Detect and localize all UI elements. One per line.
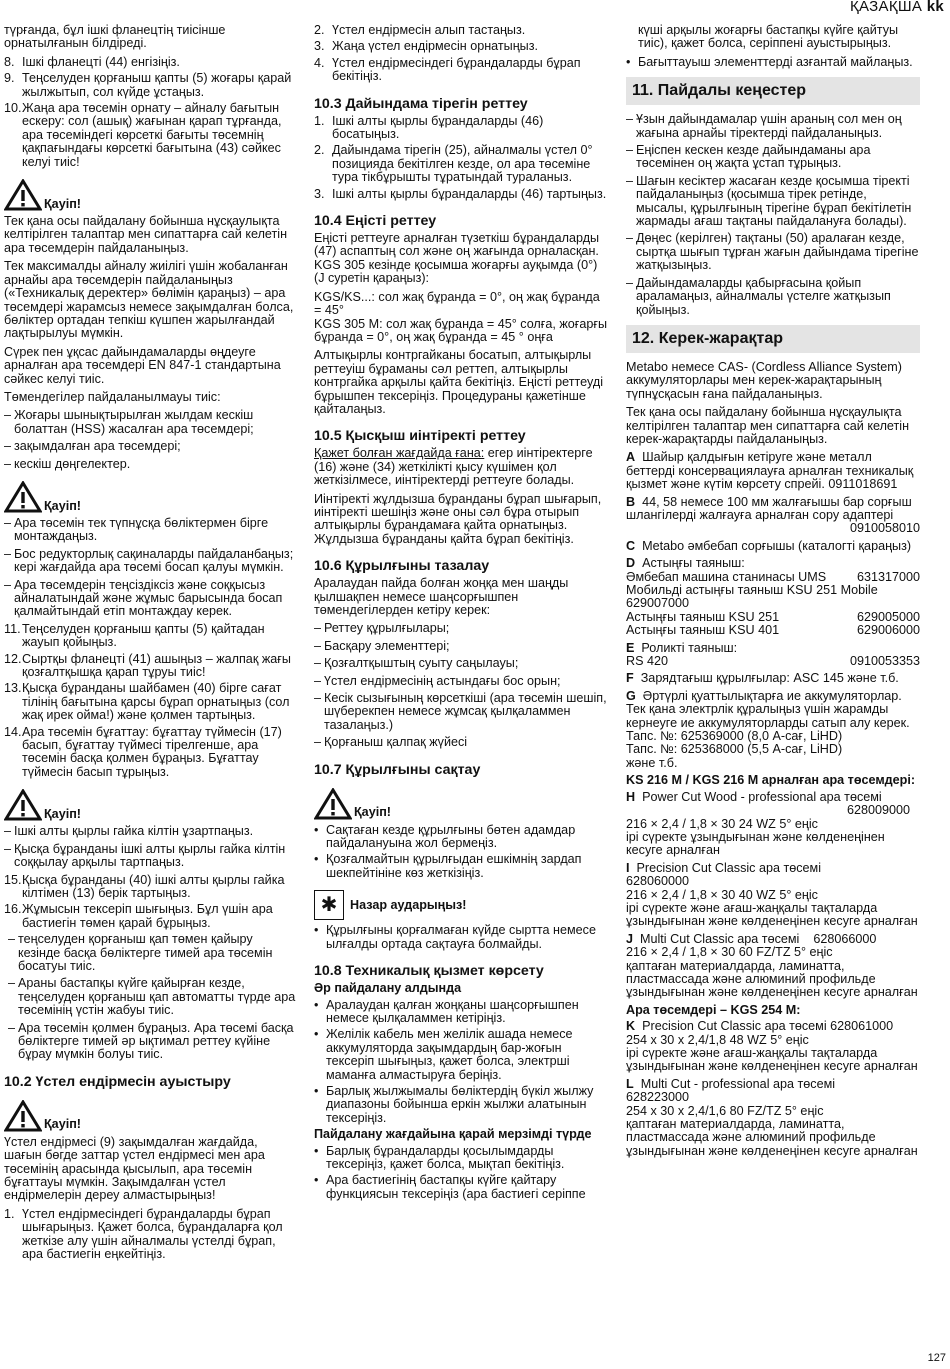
- item-number: 13.: [4, 681, 22, 696]
- accessory-line: қаптаған материалдарда, ламинатта, пластмассада және алюминий профильде ұзындығынан және көлденеңінен кесуге арналған: [626, 958, 918, 1000]
- accessory-key: I: [626, 860, 630, 875]
- item-number: 15.: [4, 872, 22, 887]
- accessory-line: Тапс. №: 625368000 (5,5 A-сағ, LiHD): [626, 742, 843, 757]
- item-text: Ішкі фланецті (44) енгізіңіз.: [22, 54, 180, 69]
- accessory-row: [626, 655, 920, 668]
- item-text: Ара төсемін тек түпнұсқа бөліктермен бірге монтаждаңыз.: [14, 515, 269, 544]
- bullet-icon: •: [314, 997, 319, 1012]
- accessory-text: Multi Cut Classic ара төсемі: [640, 931, 800, 946]
- accessory-l: [626, 1078, 920, 1158]
- list-item: [4, 1208, 296, 1262]
- list-item: [4, 682, 296, 722]
- dash-marker: –: [626, 275, 634, 290]
- accessory-key: L: [626, 1076, 634, 1091]
- list-item: [314, 57, 608, 84]
- item-text: Ішкі алты қырлы бұрандаларды (46) тартыңыз.: [332, 186, 607, 201]
- subheading: Пайдалану жағдайына қарай мерзімді түрде: [314, 1127, 592, 1142]
- accessory-e: [626, 642, 920, 669]
- accessory-row: [626, 597, 920, 610]
- bullet-list: [314, 824, 608, 881]
- row-label: RS 420: [626, 654, 669, 669]
- item-text: Дөңес (керілген) тақтаны (50) аралаған кезде, сыртқа шығып тұрған жағын дайындама тірегіне жатқызыңыз.: [636, 231, 919, 273]
- item-number: 2.: [314, 143, 325, 158]
- accessory-line: 628223000: [626, 1090, 690, 1105]
- dash-marker: –: [4, 577, 12, 592]
- item-text: Сақтаған кезде құрылғыны бөтен адамдар пайдалануына жол бермеңіз.: [326, 822, 576, 851]
- warning-block: [4, 179, 296, 211]
- warning-icon: [4, 481, 42, 513]
- accessory-line: 216 × 2,4 / 1,8 × 30 40 WZ 5° еңіс: [626, 887, 818, 902]
- item-text: Ұзын дайындамалар үшін араның сол мен оң жағына арнайы тіректерді пайдаланыңыз.: [636, 112, 902, 140]
- page-header: [850, 0, 944, 13]
- accessory-line: Тапс. №: 625369000 (8,0 A-сағ, LiHD): [626, 729, 843, 744]
- row-label: 629007000: [626, 596, 690, 611]
- list-item: [4, 72, 296, 99]
- dash-marker: –: [4, 408, 12, 423]
- list-item: [4, 56, 296, 69]
- section-heading: 10.7 Құрылғыны сақтау: [314, 761, 481, 778]
- steps-list: [4, 56, 296, 169]
- item-text: Қысқа бұранданы шайбамен (40) бірге сағат тілінің бағытына қарсы бұрап орнатыңыз (сол жақ ирек ойма!) және қолмен тартыңыз.: [22, 681, 290, 723]
- paragraph: Тек максималды айналу жиілігі үшін жобаланған арнайы ара төсемдерін пайдаланыңыз («Техникалық деректер» бөлімін қараңыз) – ара төсемдері жарамсыз немесе зақымдалған болса, бөліктер ортадан тепкіш күшпен жарылғандай лақтырылуы мүмкін.: [4, 259, 294, 341]
- warning-block: [314, 788, 608, 820]
- note-block: [314, 890, 608, 920]
- item-number: 2.: [314, 23, 325, 37]
- accessory-text: Multi Cut - professional ара төсемі: [640, 1076, 836, 1091]
- item-text: Ішкі алты қырлы бұрандаларды (46) босатыңыз.: [332, 113, 544, 142]
- item-text: Реттеу құрылғылары;: [324, 621, 450, 636]
- dash-marker: –: [314, 735, 322, 750]
- list-item: [8, 977, 296, 1017]
- item-text: Жоғары шынықтырылған жылдам кескіш болаттан (HSS) жасалған ара төсемдері;: [14, 408, 254, 436]
- item-text: Ара төсемін бұғаттау: бұғаттау түймесін (17) басып, бұғаттау түймесі тірелгенше, ара төсемін басқа қолмен бұраңыз. Бұғаттау түймесін басып тұрыңыз.: [22, 724, 282, 779]
- item-text: Үстел ендірмесіндегі бұрандаларды бұрап бекітіңіз.: [332, 55, 581, 84]
- accessory-key: A: [626, 450, 636, 465]
- accessory-text: Роликті таяныш:: [641, 640, 738, 655]
- accessory-line: ірі сүректе және ағаш-жаңқалы тақталарда ұзындығынан және көлденеңінен кесуге арналған: [626, 1046, 918, 1074]
- accessory-text: Metabo әмбебап сорғышы (каталогті қараңыз): [642, 538, 912, 553]
- warning-block: [4, 789, 296, 821]
- dash-marker: –: [4, 439, 12, 454]
- column-1: [4, 24, 296, 1264]
- accessory-line: және т.б.: [626, 755, 678, 770]
- accessory-text: Precision Cut Classic ара төсемі 628061000: [642, 1019, 894, 1034]
- item-text: Жұмысын тексеріп шығыңыз. Бұл үшін ара бастиегін төмен қарай бұрыңыз.: [22, 902, 273, 930]
- paragraph: Үстел ендірмесі (9) зақымдалған жағдайда, шағын бөгде заттар үстел ендірмесі мен ара төсемінің арасында қысылып, ара төсемін бұғаттауы мүмкін. Зақымдалған үстел ендірмелерін дереу алмастырыңыз!: [4, 1134, 265, 1203]
- list-item: [4, 440, 296, 453]
- dash-list: [8, 933, 296, 1062]
- section-heading-box: 11. Пайдалы кеңестер: [626, 77, 920, 105]
- steps-list: [4, 1208, 296, 1262]
- item-number: 8.: [4, 54, 15, 69]
- dash-marker: –: [8, 976, 16, 991]
- section-heading: 10.2 Үстел ендірмесін ауыстыру: [4, 1073, 231, 1090]
- bullet-icon: •: [314, 923, 319, 938]
- accessory-text: Астыңғы таяныш:: [642, 556, 745, 571]
- warning-block: [4, 1100, 296, 1132]
- item-text: Шағын кесіктер жасаған кезде қосымша тіректі пайдаланыңыз (қосымша тірек ретінде, мысалы, құрылғының тірегіне бұрап бекітілетін жармады ағаш тақтаны пайдалануға болады).: [636, 173, 912, 229]
- list-item: [314, 924, 608, 951]
- accessory-c: [626, 540, 920, 553]
- item-text: Барлық жылжымалы бөліктердің бүкіл жылжу диапазоны бойынша еркін жылжи алатынын тексеріңіз.: [326, 1083, 594, 1125]
- list-item: [314, 692, 608, 732]
- list-item: [314, 622, 608, 635]
- column-2: [314, 24, 608, 1204]
- item-text: Ара төсемдерін теңсіздіксіз және соққысыз айналатындай және жұмыс барысында босап қалмайтындай етіп монтаждау керек.: [14, 577, 283, 619]
- underlined-text: Қажет болған жағдайда ғана:: [314, 446, 485, 461]
- list-item: [314, 999, 608, 1026]
- row-label: Астыңғы таяныш KSU 401: [626, 623, 780, 638]
- row-code: 0910053353: [849, 654, 920, 669]
- item-text: Қозғалтқыштың суыту саңылауы;: [324, 656, 519, 671]
- warning-block: [4, 481, 296, 513]
- paragraph: Аралаудан пайда болған жоңқа мен шаңды қылшақпен немесе шаңсорғышпен төмендегілерден кетіру керек:: [314, 576, 569, 617]
- item-text: Құрылғыны қорғалмаған күйде сыртта немесе ылғалды ортада сақтауға болмайды.: [326, 923, 596, 951]
- dash-marker: –: [4, 546, 12, 561]
- warning-label: Қауіп!: [44, 196, 81, 211]
- dash-list: [4, 825, 296, 869]
- bullet-list: [626, 56, 920, 69]
- row-label: Мобильді астыңғы таяныш KSU 251 Mobile: [626, 583, 878, 597]
- paragraph: KGS 305 M: сол жақ бұранда = 45° солға, жоғарғы бұранда = 0°, оң жақ бұранда = 45 ° оңға: [314, 316, 608, 344]
- list-item: [626, 56, 920, 69]
- item-text: Бос редукторлық сақиналарды пайдаланбаңыз; кері жағдайда ара төсемі босап қалуы мүмкін.: [14, 546, 294, 575]
- list-item: [314, 853, 608, 880]
- warning-icon: [4, 789, 42, 821]
- item-text: Ара төсемін қолмен бұраңыз. Ара төсемі басқа бөліктерге тимей әр ықтимал реттеу күйіне бұрау мүмкін болуы тиіс.: [18, 1020, 294, 1062]
- accessory-d: [626, 557, 920, 637]
- list-item: [314, 1028, 608, 1082]
- dash-marker: –: [626, 231, 634, 246]
- accessory-f: [626, 672, 920, 685]
- warning-icon: [4, 179, 42, 211]
- dash-marker: –: [8, 1020, 16, 1035]
- list-item: [314, 40, 608, 53]
- list-item: [626, 232, 920, 272]
- section-heading-box: 12. Керек-жарақтар: [626, 325, 920, 353]
- list-item: [314, 1145, 608, 1172]
- row-code: 629005000: [856, 609, 920, 624]
- warning-label: Қауіп!: [44, 806, 81, 821]
- steps-list: [4, 623, 296, 779]
- list-item: [4, 874, 296, 901]
- accessory-line: ірі сүректе ұзындығынан және көлденеңінен кесуге арналған: [626, 829, 885, 858]
- dash-list: [4, 517, 296, 619]
- paragraph: Тек қана осы пайдалану бойынша нұсқаулықта келтірілген талаптар мен сипаттарға сай келетін ара төсемдерін пайдаланыңыз.: [4, 214, 288, 255]
- attention-icon: ✱: [314, 890, 344, 920]
- list-item: [314, 736, 608, 749]
- list-item: [4, 102, 296, 169]
- accessory-i: [626, 862, 920, 929]
- list-item: [626, 175, 920, 229]
- item-text: Дайындамаларды қабырғасына қойып араламаңыз, айналмалы үстелге жатқызып қойыңыз.: [636, 275, 891, 317]
- item-number: 10.: [4, 101, 22, 116]
- item-text: Үстел ендірмесіндегі бұрандаларды бұрап шығарыңыз. Қажет болса, бұрандаларға қол жеткізе алу үшін айналмалы үстелді бұрап, ара бастиегін еңкейтіңіз.: [22, 1206, 283, 1262]
- steps-list: [314, 115, 608, 201]
- accessory-key: H: [626, 789, 636, 804]
- list-item: [314, 144, 608, 184]
- bullet-list: [314, 999, 608, 1126]
- list-item: [314, 188, 608, 201]
- bullet-list: [314, 924, 608, 951]
- item-text: Қысқа бұранданы ішкі алты қырлы гайка кілтін соққылау арқылы тартпаңыз.: [14, 841, 286, 870]
- item-text: Барлық бұрандаларды қосылымдарды тексеріңіз, қажет болса, мықтап бекітіңіз.: [326, 1143, 565, 1171]
- dash-marker: –: [314, 656, 322, 671]
- header-language: ҚАЗАҚША: [850, 0, 923, 15]
- item-text: Үстел ендірмесін алып тастаңыз.: [332, 23, 526, 37]
- header-code: kk: [926, 0, 944, 15]
- list-item: [4, 653, 296, 680]
- dash-marker: –: [4, 456, 12, 471]
- list-item: [314, 640, 608, 653]
- accessory-row: [626, 624, 920, 637]
- accessory-code: 628066000: [813, 931, 877, 946]
- accessory-text: Шайыр қалдығын кетіруге және металл беттерді консервациялауға арналған техникалық қызмет және күтім көрсету спрейі. 0911018691: [626, 450, 914, 492]
- item-text: Жаңа ара төсемін орнату – айналу бағытын ескеру: сол (ашық) жағынан қарап тұрғанда, ара төсеміндегі көрсеткі бағыты төсемнің қақпағындағы көрсеткі бағытына (43) сәйкес келуі тиіс!: [22, 101, 282, 169]
- item-number: 12.: [4, 651, 22, 666]
- bullet-icon: •: [314, 1173, 319, 1188]
- note-label: Назар аударыңыз!: [350, 897, 467, 912]
- item-number: 1.: [314, 113, 325, 128]
- warning-label: Қауіп!: [44, 1117, 81, 1132]
- accessory-g: [626, 690, 920, 770]
- accessory-code: 628009000: [846, 803, 910, 818]
- item-text: Араны бастапқы күйге қайырған кезде, теңселуден қорғаныш қап автоматты түрде ара төсемінің үстін жабуы тиіс.: [18, 976, 296, 1018]
- list-item: [314, 115, 608, 142]
- steps-list: [4, 874, 296, 931]
- item-text: Желілік кабель мен желілік ашада немесе аккумуляторда зақымдардың бар-жоғын тексеріп шығыңыз, қажет болса, электрші маманға алмастыруға беріңіз.: [326, 1027, 573, 1082]
- paragraph: KGS/KS...: сол жақ бұранда = 0°, оң жақ бұранда = 45°: [314, 289, 600, 318]
- list-item: [4, 623, 296, 650]
- accessory-line: 628060000: [626, 874, 690, 889]
- accessory-b: [626, 496, 920, 536]
- warning-label: Қауіп!: [44, 498, 81, 513]
- item-number: 16.: [4, 902, 22, 917]
- list-item: [4, 726, 296, 780]
- accessory-text: Power Cut Wood - professional ара төсемі: [642, 789, 882, 804]
- dash-marker: –: [314, 638, 322, 653]
- accessory-line: 254 x 30 x 2,4/1,6 80 FZ/TZ 5° еңіс: [626, 1103, 824, 1118]
- bullet-list: [314, 1145, 608, 1202]
- list-item: [314, 1085, 608, 1125]
- row-code: 631317000: [856, 569, 920, 584]
- bullet-icon: •: [314, 822, 319, 837]
- dash-marker: –: [626, 173, 634, 188]
- row-code: 629006000: [856, 623, 920, 638]
- row-label: Астыңғы таяныш KSU 251: [626, 609, 780, 624]
- item-text: Сыртқы фланецті (41) ашыңыз – жалпақ жағы қозғалтқышқа қарап тұруы тиіс!: [22, 651, 291, 680]
- item-number: 4.: [314, 55, 325, 70]
- paragraph: Тек қана осы пайдалану бойынша нұсқаулықта келтірілген талаптар мен сипаттарға сай келетін керек-жарақтарды пайдаланыңыз.: [626, 405, 910, 446]
- subheading: Ара төсемдері – KGS 254 M:: [626, 1002, 801, 1017]
- paragraph: күші арқылы жоғарғы бастапқы күйге қайтуы тиіс), қажет болса, серіппені ауыстырыңыз.: [638, 23, 899, 51]
- list-item: [4, 843, 296, 870]
- accessory-key: E: [626, 640, 635, 655]
- accessory-row: [626, 584, 920, 597]
- subheading: KS 216 M / KGS 216 M арналған ара төсемдері:: [626, 773, 916, 788]
- accessory-key: D: [626, 556, 636, 571]
- accessory-j: [626, 933, 920, 1000]
- list-item: [4, 458, 296, 471]
- item-text: Кесік сызығының көрсеткіші (ара төсемін шешіп, шүберекпен немесе жұмсақ қылқаламмен тазалаңыз.): [324, 691, 607, 732]
- accessory-row: [626, 571, 920, 584]
- warning-icon: [4, 1100, 42, 1132]
- paragraph: Metabo немесе CAS- (Cordless Alliance System) аккумуляторлары мен керек-жарақтарының түпнұсқасын ғана пайдаланыңыз.: [626, 359, 902, 401]
- item-text: теңселуден қорғаныш қап төмен қайыру кезінде басқа бөліктерге тимей ара төсемін босатуы тиіс.: [18, 932, 273, 973]
- accessory-line: 216 × 2,4 / 1,8 × 30 60 FZ/TZ 5° еңіс: [626, 945, 833, 960]
- list-item: [4, 548, 296, 575]
- item-text: Теңселуден қорғаныш қапты (5) жоғары қарай жылжытып, сол күйде ұстаңыз.: [22, 71, 292, 99]
- accessory-key: C: [626, 538, 636, 553]
- item-text: Бағыттауыш элементтерді азғантай майлаңыз.: [638, 54, 913, 69]
- accessory-key: B: [626, 494, 636, 509]
- paragraph: Еңісті реттеуге арналған түзеткіш бұрандаларды (47) аспаптың сол және оң жағында орналасқан. KGS 305 кезінде қосымша жоғарғы ауқымда (0°) (J суретін қараңыз):: [314, 231, 600, 286]
- dash-marker: –: [4, 841, 12, 856]
- section-heading: 10.4 Еңісті реттеу: [314, 213, 437, 230]
- dash-list: [314, 622, 608, 749]
- accessory-a: [626, 451, 920, 491]
- item-number: 14.: [4, 724, 22, 739]
- bullet-icon: •: [314, 852, 319, 867]
- accessory-text: Әртүрлі қуаттылықтарға ие аккумуляторлар. Тек қана электрлік құралыңыз үшін жарамды кернеуге ие аккумуляторларды сатып алу керек.: [626, 688, 910, 730]
- item-text: зақымдалған ара төсемдері;: [14, 439, 181, 454]
- list-item: [4, 579, 296, 619]
- item-text: Жаңа үстел ендірмесін орнатыңыз.: [332, 39, 538, 54]
- paragraph: Төмендегілер пайдаланылмауы тиіс:: [4, 389, 221, 404]
- dash-marker: –: [314, 691, 322, 706]
- bullet-icon: •: [626, 54, 631, 69]
- item-text: Ішкі алты қырлы гайка кілтін ұзартпаңыз.: [14, 824, 254, 839]
- item-text: Қорғаныш қалпақ жүйесі: [324, 735, 468, 750]
- accessory-line: қаптаған материалдарда, ламинатта, пластмассада және алюминий профильде ұзындығынан және көлденеңінен кесуге арналған: [626, 1117, 918, 1158]
- list-item: [314, 675, 608, 688]
- accessory-code: 0910058010: [849, 521, 920, 536]
- item-number: 1.: [4, 1206, 15, 1221]
- subheading: Әр пайдалану алдында: [314, 981, 462, 996]
- list-item: [314, 24, 608, 37]
- dash-marker: –: [626, 112, 634, 127]
- item-text: Теңселуден қорғаныш қапты (5) қайтадан жауып қойыңыз.: [22, 621, 265, 650]
- row-label: Әмбебап машина станинасы UMS: [626, 569, 827, 584]
- section-heading: 10.3 Дайындама тірегін реттеу: [314, 95, 528, 112]
- intro-text: түрғанда, бұл ішкі фланецтің тиісінше орнатылғанын білдіреді.: [4, 23, 226, 51]
- dash-marker: –: [626, 143, 634, 158]
- item-text: Үстел ендірмесінің астындағы бос орын;: [324, 673, 561, 688]
- list-item: [8, 933, 296, 973]
- list-item: [626, 277, 920, 317]
- item-text: Басқару элементтері;: [324, 638, 450, 653]
- paragraph: Сүрек пен ұқсас дайындамаларды өңдеуге арналған ара төсемдері EN 847-1 стандартына сәйкес келуі тиіс.: [4, 344, 281, 386]
- accessory-text: 44, 58 немесе 100 мм жалғағышы бар сорғыш шлангілерді жалғауға арналған сору адаптері: [626, 494, 912, 522]
- list-item: [626, 113, 920, 140]
- accessory-h: [626, 791, 920, 858]
- column-3: [626, 24, 920, 1162]
- item-number: 3.: [314, 186, 325, 201]
- steps-list: [314, 24, 608, 84]
- accessory-line: 216 × 2,4 / 1,8 × 30 24 WZ 5° еңіс: [626, 816, 818, 831]
- paragraph-text: егер иінтіректерге (16) және (34) жеткілікті қысу күшімен қол жеткізілмесе, иінтіректерді реттеуге болады.: [314, 446, 593, 488]
- paragraph: Иінтіректі жұлдызша бұранданы бұрап шығарып, иінтіректі шешіңіз және оны сәл бұра отырып алтықырлы бұрандамаға қайта орнатыңыз. Жұлдызша бұранданы қайта бұрап бекітіңіз.: [314, 491, 602, 546]
- warning-icon: [314, 788, 352, 820]
- item-text: Еңіспен кескен кезде дайындаманы ара төсемінен оң жақта ұстап тұрыңыз.: [636, 143, 871, 171]
- list-item: [626, 144, 920, 171]
- bullet-icon: •: [314, 1027, 319, 1042]
- list-item: [8, 1022, 296, 1062]
- dash-marker: –: [314, 621, 322, 636]
- item-text: Қысқа бұранданы (40) ішкі алты қырлы гайка кілтімен (13) берік тартыңыз.: [22, 872, 285, 900]
- dash-marker: –: [4, 824, 12, 839]
- dash-list: [626, 113, 920, 317]
- list-item: [4, 517, 296, 544]
- item-text: Аралаудан қалған жоңқаны шаңсорғышпен немесе қылқаламмен кетіріңіз.: [326, 997, 579, 1025]
- list-item: [4, 409, 296, 436]
- accessory-key: G: [626, 688, 636, 703]
- item-number: 11.: [4, 621, 21, 636]
- dash-marker: –: [4, 515, 12, 530]
- list-item: [4, 825, 296, 838]
- item-text: Қозғалмайтын құрылғыдан ешкімнің зардап шекпейтініне көз жеткізіңіз.: [326, 852, 582, 880]
- section-heading: 10.5 Қысқыш иінтіректі реттеу: [314, 428, 526, 445]
- paragraph: Алтықырлы контргайканы босатып, алтықырлы реттеуіш бұраманы сәл реттеп, алтықырлы контргайка арқылы қайта бекітіңіз. Еңісті реттеуді бұрышпен тексеріңіз. Процедураны қажетінше қайталаңыз.: [314, 348, 604, 416]
- list-item: [4, 903, 296, 930]
- section-heading: 10.6 Құрылғыны тазалау: [314, 558, 490, 575]
- bullet-icon: •: [314, 1143, 319, 1158]
- item-number: 3.: [314, 39, 325, 54]
- accessory-k: [626, 1020, 920, 1074]
- accessory-text: Зарядтағыш құрылғылар: ASC 145 және т.б.: [640, 671, 899, 686]
- list-item: [314, 824, 608, 851]
- dash-list: [4, 409, 296, 471]
- accessory-rows: [626, 571, 920, 638]
- dash-marker: –: [314, 673, 322, 688]
- list-item: [314, 1174, 608, 1201]
- accessory-row: [626, 611, 920, 624]
- page-number: 127: [927, 1351, 946, 1364]
- list-item: [314, 657, 608, 670]
- warning-label: Қауіп!: [354, 805, 391, 820]
- section-heading: 10.8 Техникалық қызмет көрсету: [314, 963, 544, 980]
- bullet-icon: •: [314, 1083, 319, 1098]
- accessory-line: 254 x 30 x 2,4/1,8 48 WZ 5° еңіс: [626, 1032, 809, 1047]
- accessory-key: J: [626, 931, 634, 946]
- item-number: 9.: [4, 71, 15, 86]
- accessory-key: F: [626, 671, 634, 686]
- paragraph: [314, 447, 608, 487]
- accessory-text: Precision Cut Classic ара төсемі: [636, 860, 822, 875]
- item-text: Ара бастиегінің бастапқы күйге қайтару функциясын тексеріңіз (ара бастиегі серіппе: [326, 1173, 586, 1201]
- dash-marker: –: [8, 932, 16, 947]
- item-text: Дайындама тірегін (25), айналмалы үстел 0° позицияда бекітілген кезде, ол ара төсеміне тура тікбұрышты тұратындай тураланыз.: [332, 143, 593, 185]
- accessory-key: K: [626, 1019, 636, 1034]
- accessory-line: ірі сүректе және ағаш-жаңқалы тақталарда ұзындығынан және көлденеңінен кесуге арналған: [626, 900, 918, 929]
- item-text: кескіш дөңгелектер.: [14, 456, 131, 471]
